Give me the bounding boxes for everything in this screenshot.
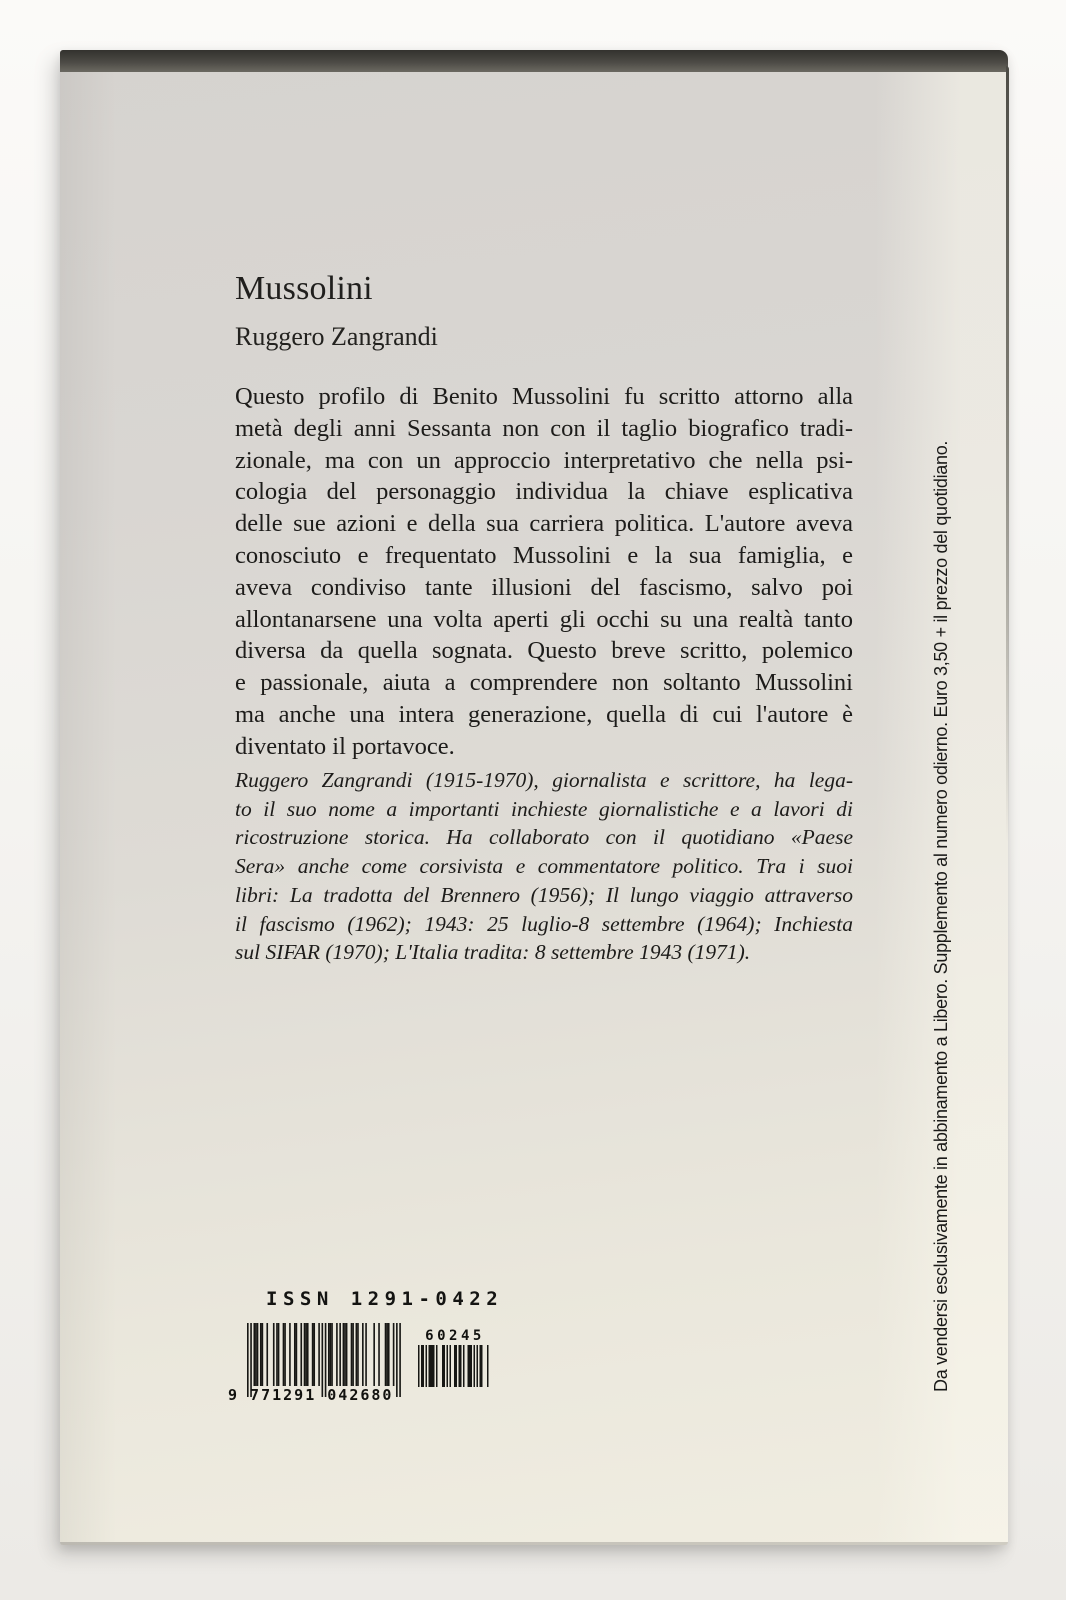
text-line: delle sue azioni e della sua carriera politica. L'autore aveva	[235, 510, 853, 538]
addon-barcode	[418, 1328, 492, 1387]
text-line: metà degli anni Sessanta non con il taglio biografico tradi-	[235, 414, 853, 442]
addon-digits: 60245	[425, 1328, 485, 1344]
author-bio	[235, 766, 853, 967]
side-note-vertical-text: Da vendersi esclusivamente in abbinamento a Libero. Supplemento al numero odierno. Euro 3,50 + il prezzo del quotidiano.	[931, 440, 951, 1392]
book-author: Ruggero Zangrandi	[235, 322, 438, 351]
text-line: ricostruzione storica. Ha collaborato con il quotidiano «Paese	[235, 825, 853, 850]
addon-bars	[418, 1345, 489, 1387]
text-line: Ruggero Zangrandi (1915-1970), giornalista e scrittore, ha lega-	[235, 768, 853, 792]
text-line: allontanarsene una volta aperti gli occhi su una realtà tanto	[235, 605, 853, 633]
text-line: Sera» anche come corsivista e commentatore politico. Tra i suoi	[235, 854, 853, 879]
text-line: diventato il portavoce.	[235, 732, 455, 760]
text-line: sul SIFAR (1970); L'Italia tradita: 8 settembre 1943 (1971).	[235, 940, 751, 965]
text-line: e passionale, aiuta a comprendere non soltanto Mussolini	[235, 669, 853, 697]
text-line: conosciuto e frequentato Mussolini e la sua famiglia, e	[235, 541, 853, 569]
text-line: Questo profilo di Benito Mussolini fu scritto attorno alla	[235, 383, 853, 410]
book-title: Mussolini	[235, 270, 373, 307]
book-back-cover	[60, 50, 1008, 1545]
text-line: libri: La tradotta del Brennero (1956); Il lungo viaggio attraverso	[235, 882, 853, 907]
ean13-digits: 9 771291 042680	[228, 1386, 394, 1404]
text-line: diversa da quella sognata. Questo breve scritto, polemico	[235, 637, 853, 665]
text-line: zionale, ma con un approccio interpretativo che nella psi-	[235, 446, 853, 474]
text-line: cologia del personaggio individua la chiave esplicativa	[235, 478, 853, 506]
text-line: to il suo nome a importanti inchieste giornalistiche e a lavori di	[235, 796, 853, 821]
text-line: il fascismo (1962); 1943: 25 luglio-8 settembre (1964); Inchiesta	[235, 911, 853, 936]
text-line: aveva condiviso tante illusioni del fascismo, salvo poi	[235, 573, 853, 601]
text-line: ma anche una intera generazione, quella di cui l'autore è	[235, 700, 853, 728]
book-description	[235, 381, 853, 763]
book-bottom-edge	[60, 1542, 1008, 1545]
issn-label: ISSN 1291-0422	[266, 1288, 504, 1310]
book-top-edge	[60, 50, 1008, 72]
